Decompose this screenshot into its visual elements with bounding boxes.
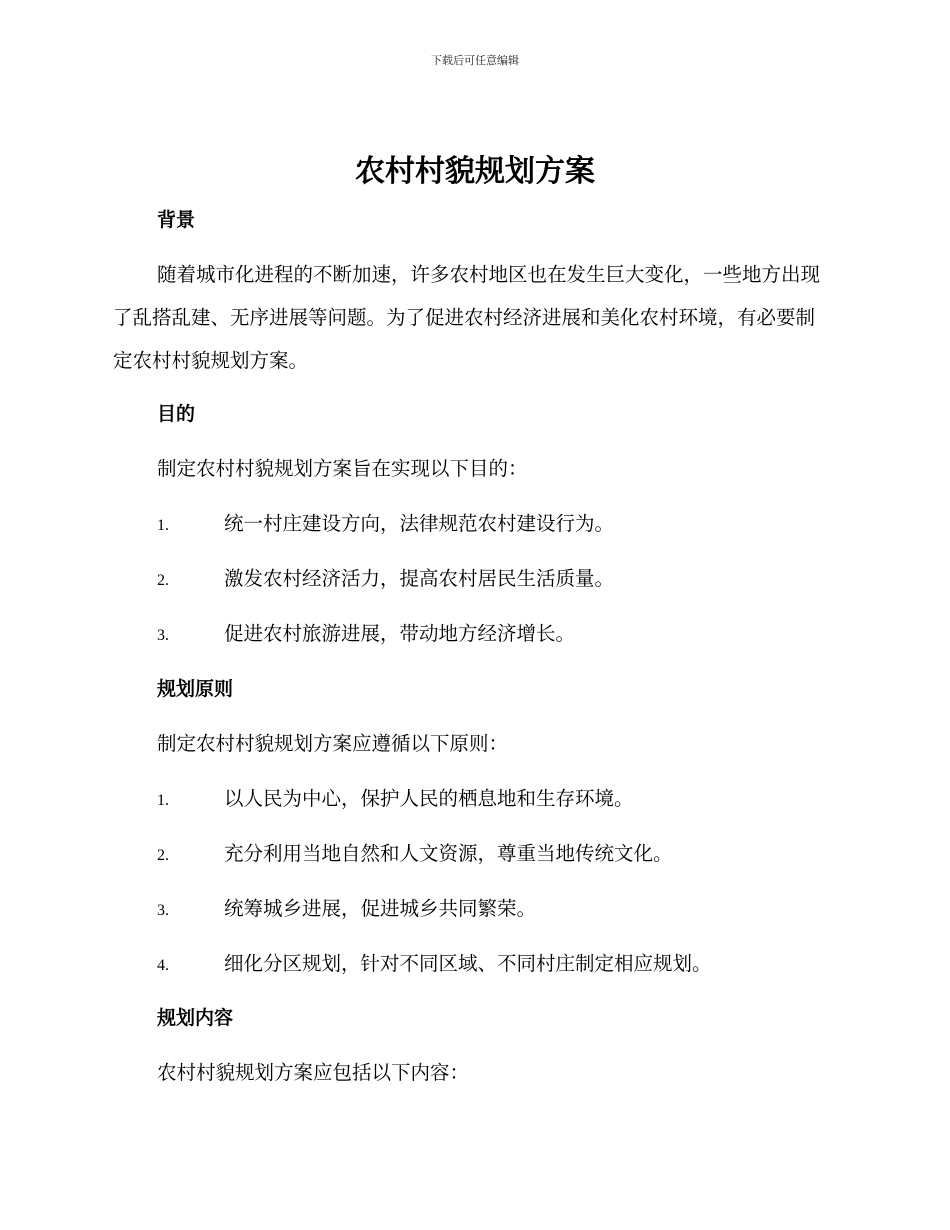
list-number: 1. <box>157 792 169 809</box>
section-heading-purpose: 目的 <box>157 403 196 425</box>
purpose-list-item <box>157 621 857 647</box>
section-heading-content: 规划内容 <box>157 1007 234 1029</box>
list-item-text: 促进农村旅游进展，带动地方经济增长。 <box>224 622 576 645</box>
list-number: 2. <box>157 572 169 589</box>
list-number: 4. <box>157 957 169 974</box>
principles-list-item <box>157 951 857 977</box>
document-title: 农村村貌规划方案 <box>355 154 595 189</box>
section-heading-background: 背景 <box>157 209 196 231</box>
principles-intro: 制定农村村貌规划方案应遵循以下原则： <box>157 732 509 755</box>
purpose-intro: 制定农村村貌规划方案旨在实现以下目的： <box>157 457 528 480</box>
header-note: 下载后可任意编辑 <box>431 54 519 67</box>
list-item-text: 充分利用当地自然和人文资源，尊重当地传统文化。 <box>224 842 673 865</box>
list-number: 3. <box>157 902 169 919</box>
list-number: 3. <box>157 627 169 644</box>
background-paragraph: 随着城市化进程的不断加速，许多农村地区也在发生巨大变化，一些地方出现了乱搭乱建、无序进展等问题。为了促进农村经济进展和美化农村环境，有必要制定农村村貌规划方案。 <box>113 263 821 372</box>
principles-list-item <box>157 841 857 867</box>
principles-list-item <box>157 896 857 922</box>
content-intro: 农村村貌规划方案应包括以下内容： <box>157 1061 470 1084</box>
list-item-text: 统一村庄建设方向，法律规范农村建设行为。 <box>224 512 615 535</box>
principles-list-item <box>157 786 857 812</box>
list-number: 1. <box>157 517 169 534</box>
list-number: 2. <box>157 847 169 864</box>
list-item-text: 细化分区规划，针对不同区域、不同村庄制定相应规划。 <box>224 952 712 975</box>
list-item-text: 统筹城乡进展，促进城乡共同繁荣。 <box>224 897 537 920</box>
section-heading-principles: 规划原则 <box>157 678 234 700</box>
purpose-list-item <box>157 511 857 537</box>
list-item-text: 激发农村经济活力，提高农村居民生活质量。 <box>224 567 615 590</box>
purpose-list-item <box>157 566 857 592</box>
list-item-text: 以人民为中心，保护人民的栖息地和生存环境。 <box>224 787 634 810</box>
